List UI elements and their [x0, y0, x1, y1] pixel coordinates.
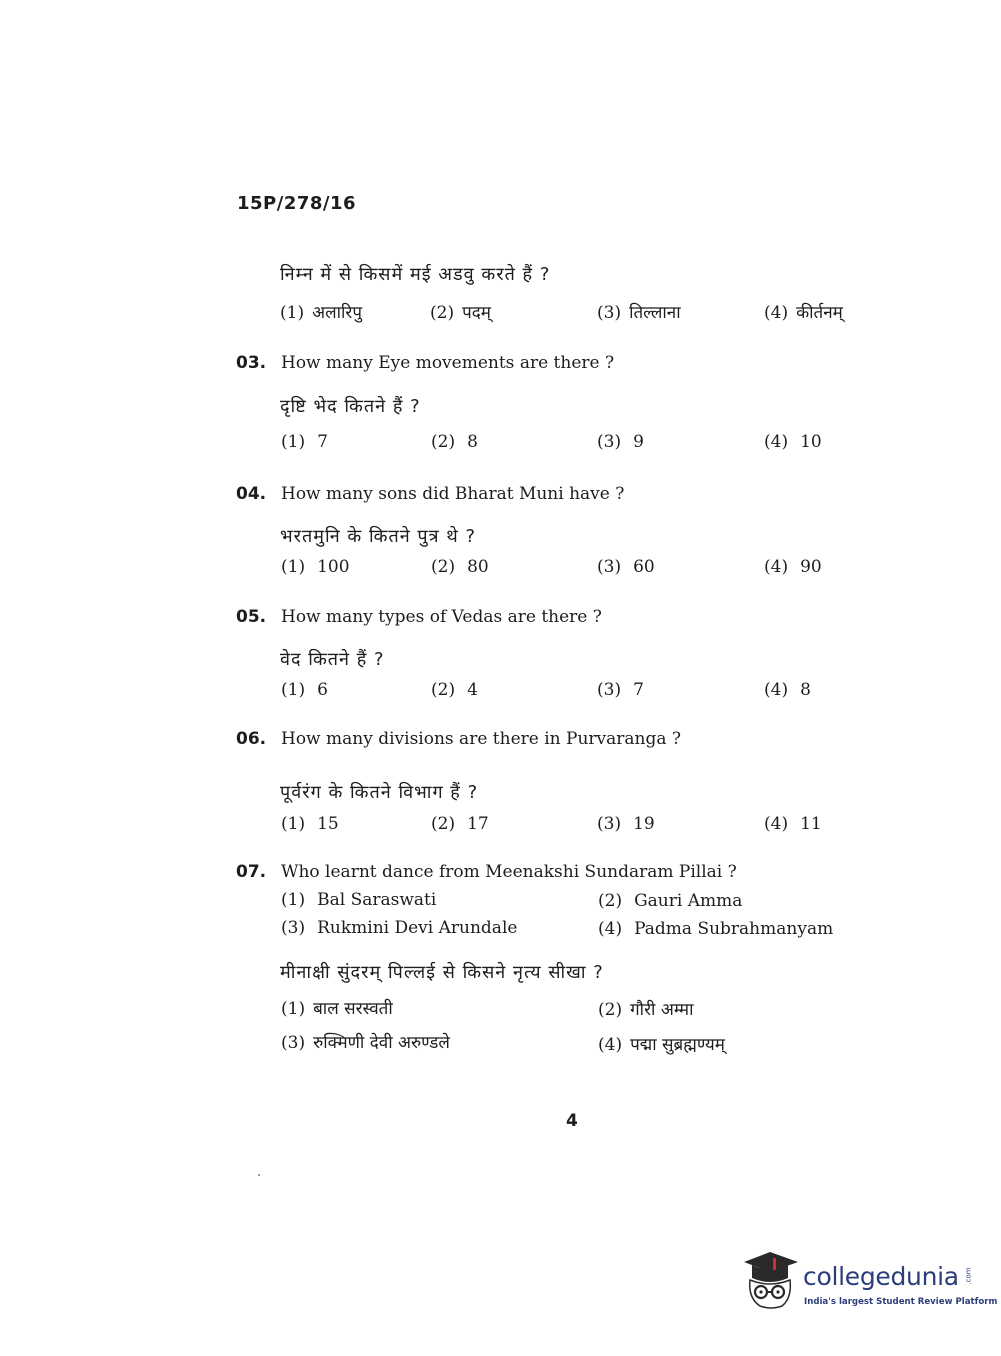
q07-number: 07.	[236, 862, 267, 882]
q06-english-text: How many divisions are there in Purvaranga ?	[281, 729, 682, 749]
q05-option-3: (3) 7	[597, 680, 644, 700]
q06-option-1: (1) 15	[281, 814, 339, 834]
q07-hindi-option-3: (3) रुक्मिणी देवी अरुण्डले	[281, 1033, 450, 1053]
paper-code: 15P/278/16	[237, 193, 357, 214]
q06-hindi-text: पूर्वरंग के कितने विभाग हैं ?	[280, 782, 479, 803]
q07-english-text: Who learnt dance from Meenakshi Sundaram Pillai ?	[281, 862, 737, 882]
q07-hindi-option-2: (2) गौरी अम्मा	[598, 1000, 694, 1020]
q07-option-2: (2) Gauri Amma	[598, 891, 743, 911]
q06-option-2: (2) 17	[431, 814, 489, 834]
q03-option-4: (4) 10	[764, 432, 822, 452]
q02-option-4: (4) कीर्तनम्	[764, 303, 843, 323]
q02-option-2: (2) पदम्	[430, 303, 491, 323]
collegedunia-mascot-icon	[740, 1250, 802, 1312]
collegedunia-wordmark: collegedunia	[803, 1262, 959, 1291]
page-number: 4	[566, 1111, 578, 1131]
scan-speck	[258, 1174, 260, 1176]
q03-option-3: (3) 9	[597, 432, 644, 452]
q02-option-3: (3) तिल्लाना	[597, 303, 681, 323]
q02-option-1: (1) अलारिपु	[280, 303, 363, 323]
collegedunia-domain: .com	[964, 1267, 973, 1285]
q06-option-3: (3) 19	[597, 814, 655, 834]
q04-option-2: (2) 80	[431, 557, 489, 577]
q07-hindi-option-4: (4) पद्मा सुब्रह्मण्यम्	[598, 1035, 725, 1055]
q04-hindi-text: भरतमुनि के कितने पुत्र थे ?	[280, 526, 477, 547]
q05-option-1: (1) 6	[281, 680, 328, 700]
q03-option-2: (2) 8	[431, 432, 478, 452]
q03-english-text: How many Eye movements are there ?	[281, 353, 615, 373]
q04-option-1: (1) 100	[281, 557, 350, 577]
q05-option-4: (4) 8	[764, 680, 811, 700]
q04-option-3: (3) 60	[597, 557, 655, 577]
q04-english-text: How many sons did Bharat Muni have ?	[281, 484, 625, 504]
q03-number: 03.	[236, 353, 267, 373]
q02-hindi-text: निम्न में से किसमें मई अडवु करते हैं ?	[280, 264, 551, 285]
q06-option-4: (4) 11	[764, 814, 822, 834]
q06-number: 06.	[236, 729, 267, 749]
q07-hindi-text: मीनाक्षी सुंदरम् पिल्लई से किसने नृत्य सीखा ?	[280, 962, 604, 983]
q04-number: 04.	[236, 484, 267, 504]
collegedunia-tagline: India's largest Student Review Platform	[804, 1297, 998, 1307]
q07-option-4: (4) Padma Subrahmanyam	[598, 919, 834, 939]
q05-english-text: How many types of Vedas are there ?	[281, 607, 602, 627]
q05-hindi-text: वेद कितने हैं ?	[280, 649, 385, 670]
q05-option-2: (2) 4	[431, 680, 478, 700]
q07-option-3: (3) Rukmini Devi Arundale	[281, 918, 518, 938]
q03-option-1: (1) 7	[281, 432, 328, 452]
q04-option-4: (4) 90	[764, 557, 822, 577]
q03-hindi-text: दृष्टि भेद कितने हैं ?	[280, 396, 421, 417]
q07-hindi-option-1: (1) बाल सरस्वती	[281, 999, 393, 1019]
q05-number: 05.	[236, 607, 267, 627]
q07-option-1: (1) Bal Saraswati	[281, 890, 437, 910]
